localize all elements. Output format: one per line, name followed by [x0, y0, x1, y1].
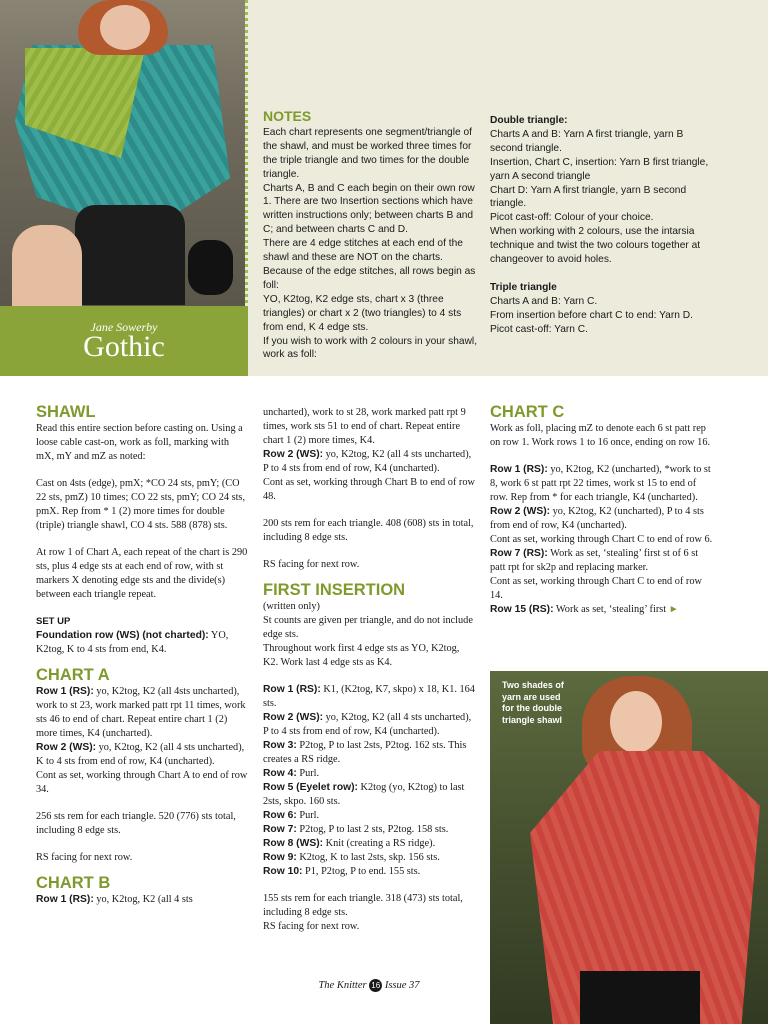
- skirt-shape: [75, 205, 185, 305]
- notes-line: Chart D: Yarn A first triangle, yarn B second triangle.: [490, 184, 687, 210]
- shawl-intro: Read this entire section before casting on. Using a loose cable cast-on, work as foll, marking with mX, mY and mZ as noted:: [36, 423, 243, 462]
- row-label: Row 7 (RS):: [490, 548, 548, 559]
- double-triangle-heading: Double triangle:: [490, 115, 568, 126]
- face-shape: [610, 691, 662, 753]
- row-label: Row 10:: [263, 866, 303, 877]
- chart-a-heading: CHART A: [36, 666, 110, 684]
- chart-b-heading: CHART B: [36, 874, 111, 892]
- row-label: Row 2 (WS):: [263, 712, 324, 723]
- row-label: Row 7:: [263, 824, 297, 835]
- chart-c-row-15: [490, 603, 715, 617]
- row-label: Row 1 (RS):: [36, 686, 94, 697]
- row-text: yo, K2tog, K2 (uncharted), *work to st 8, work 6 st patt rpt 22 times, work st 15 to end of row. Rep from * for each triangle, K4 (uncharted).: [490, 464, 711, 503]
- photo-caption: Two shades of yarn are used for the double triangle shawl: [502, 680, 564, 725]
- row-text: P2tog, P to last 2sts, P2tog. 162 sts. This creates a RS ridge.: [263, 740, 467, 765]
- insertion-remaining: 155 sts rem for each triangle. 318 (473) sts total, including 8 edge sts.: [263, 893, 463, 918]
- insertion-row: [263, 683, 475, 711]
- chart-b-row-1-cont: uncharted), work to st 28, work marked patt rpt 9 times, work sts 51 to end of chart. Repeat entire chart 1 (2) more times, K4.: [263, 407, 466, 446]
- insertion-row: [263, 851, 475, 865]
- chart-c-heading: CHART C: [490, 403, 565, 421]
- row-text: K2tog, K to last 2sts, skp. 156 sts.: [296, 852, 440, 863]
- column-1: [36, 402, 248, 907]
- row-text: yo, K2tog, K2 (all 4sts uncharted), work to st 23, work marked patt rpt 11 times, work sts 46 to end of chart. Repeat entire chart 1 (2) more times, K4 (uncharted).: [36, 686, 246, 739]
- row-label: Row 1 (RS):: [263, 684, 321, 695]
- row-text: yo, K2tog, K2 (uncharted), P to 4 sts from end of row, K4 (uncharted).: [490, 506, 704, 531]
- skirt-shape: [580, 971, 700, 1024]
- row-text: Knit (creating a RS ridge).: [323, 838, 436, 849]
- notes-line: Picot cast-off: Colour of your choice.: [490, 212, 654, 224]
- row-label: Row 2 (WS):: [263, 449, 324, 460]
- chart-a-row-2: [36, 741, 248, 769]
- row-label: Row 6:: [263, 810, 297, 821]
- colour-notes: [490, 114, 710, 337]
- model-photo-top: [0, 0, 245, 306]
- insertion-row: [263, 837, 475, 851]
- chart-c-continue-1: Cont as set, working through Chart C to end of row 6.: [490, 534, 713, 545]
- first-insertion-heading: FIRST INSERTION: [263, 581, 406, 599]
- column-3: [490, 402, 715, 617]
- row-label: Foundation row (WS) (not charted):: [36, 630, 209, 641]
- notes-heading: NOTES: [263, 108, 312, 124]
- notes-line: From insertion before chart C to end: Yarn D.: [490, 309, 693, 321]
- row-label: Row 1 (RS):: [36, 894, 94, 905]
- chart-b-rs: RS facing for next row.: [263, 559, 360, 570]
- column-2: [263, 406, 475, 934]
- triple-triangle-heading: Triple triangle: [490, 281, 557, 293]
- chart-a-continue: Cont as set, working through Chart A to end of row 34.: [36, 770, 248, 795]
- chart-c-continue-2: Cont as set, working through Chart C to end of row 14.: [490, 576, 702, 601]
- chart-a-rs: RS facing for next row.: [36, 852, 133, 863]
- row-label: Row 2 (WS):: [36, 742, 97, 753]
- row-text: yo, K2tog, K2 (all 4 sts uncharted), P to 4 sts from end of row, K4 (uncharted).: [263, 449, 472, 474]
- row-text: K1, (K2tog, K7, skpo) x 18, K1. 164 sts.: [263, 684, 475, 709]
- row-text: yo, K2tog, K2 (all 4 sts uncharted), P to 4 sts from end of row, K4 (uncharted).: [263, 712, 472, 737]
- chart-b-row-1: [36, 893, 248, 907]
- notes-line: Charts A and B: Yarn A first triangle, yarn B second triangle.: [490, 128, 684, 154]
- insertion-row: [263, 781, 475, 809]
- setup-heading: SET UP: [36, 616, 71, 627]
- insertion-row: [263, 739, 475, 767]
- row-label: Row 1 (RS):: [490, 464, 548, 475]
- notes-line: When working with 2 colours, use the intarsia technique and twist the two colours together at changeover to avoid holes.: [490, 226, 701, 266]
- chart-b-row-2: [263, 448, 475, 476]
- chart-b-continue: Cont as set, working through Chart B to end of row 48.: [263, 477, 475, 502]
- notes-paragraph: Charts A, B and C each begin on their own row 1. There are two Insertion sections which have written instructions only; between charts B and C; and between charts C and D.: [263, 182, 475, 236]
- row-label: Row 15 (RS):: [490, 604, 554, 615]
- chart-c-row-1: [490, 463, 715, 505]
- continue-arrow-icon: ►: [668, 604, 679, 615]
- insertion-note: St counts are given per triangle, and do not include edge sts.: [263, 615, 473, 640]
- cat-shape: [188, 240, 233, 295]
- notes-line: Insertion, Chart C, insertion: Yarn B first triangle, yarn A second triangle: [490, 156, 709, 182]
- footer: [263, 979, 475, 992]
- row-text: Purl.: [296, 810, 320, 821]
- chart-c-intro: Work as foll, placing mZ to denote each 6 st patt rep on row 1. Work rows 1 to 16 once, ending on row 16.: [490, 423, 711, 448]
- insertion-rs: RS facing for next row.: [263, 921, 360, 932]
- insertion-row: [263, 767, 475, 781]
- insertion-row: [263, 865, 475, 879]
- issue-number: Issue 37: [384, 979, 420, 991]
- row-text: yo, K2tog, K2 (all 4 sts: [93, 894, 193, 905]
- cast-on-instructions: Cast on 4sts (edge), pmX; *CO 24 sts, pmY; (CO 22 sts, pmZ) 10 times; CO 22 sts, pmY; CO 24 sts, pmX. Rep from * 1 (2) more times for double (triple) triangle shawl, CO 4 sts. 588 (878) sts.: [36, 478, 246, 531]
- face-shape: [100, 5, 150, 50]
- row-label: Row 5 (Eyelet row):: [263, 782, 358, 793]
- row-text: Work as set, ‘stealing’ first st of 6 st patt rpt for sk2p and replacing marker.: [490, 548, 699, 573]
- chart-a-row-1: [36, 685, 248, 741]
- row-text: K2tog (yo, K2tog) to last 2sts, skpo. 160 sts.: [263, 782, 465, 807]
- title-block: [0, 306, 248, 376]
- row-label: Row 8 (WS):: [263, 838, 324, 849]
- magazine-name: The Knitter: [318, 979, 367, 991]
- notes-paragraph: If you wish to work with 2 colours in your shawl, work as foll:: [263, 335, 478, 361]
- row-text: YO, K2tog, K to 4 sts from end, K4.: [36, 630, 229, 655]
- row-text: Work as set, ‘stealing’ first: [553, 604, 669, 615]
- chart-c-row-2: [490, 505, 715, 533]
- chart-a-note: At row 1 of Chart A, each repeat of the chart is 290 sts, plus 4 edge sts at each end of row, with st markers X denoting edge sts and the divide(s) between each triangle repeat.: [36, 547, 248, 600]
- row-label: Row 9:: [263, 852, 297, 863]
- row-text: P2tog, P to last 2 sts, P2tog. 158 sts.: [296, 824, 449, 835]
- insertion-row: [263, 711, 475, 739]
- chart-b-remaining: 200 sts rem for each triangle. 408 (608) sts in total, including 8 edge sts.: [263, 518, 474, 543]
- notes-paragraph: Each chart represents one segment/triangle of the shawl, and must be worked three times for the triple triangle and two times for the double triangle.: [263, 126, 472, 180]
- notes-section: [263, 110, 478, 362]
- notes-line: Charts A and B: Yarn C.: [490, 295, 598, 307]
- notes-paragraph: There are 4 edge stitches at each end of the shawl and these are NOT on the charts. Because of the edge stitches, all rows begin as foll:: [263, 238, 476, 291]
- shawl-heading: SHAWL: [36, 403, 96, 421]
- leg-shape: [12, 225, 82, 306]
- insertion-row: [263, 809, 475, 823]
- insertion-note: Throughout work first 4 edge sts as YO, K2tog, K2. Work last 4 edge sts as K4.: [263, 643, 460, 668]
- insertion-row: [263, 823, 475, 837]
- chart-a-remaining: 256 sts rem for each triangle. 520 (776) sts total, including 8 edge sts.: [36, 811, 236, 836]
- insertion-subtitle: (written only): [263, 601, 320, 612]
- row-label: Row 2 (WS):: [490, 506, 551, 517]
- foundation-row: [36, 629, 248, 657]
- row-label: Row 3:: [263, 740, 297, 751]
- row-text: P1, P2tog, P to end. 155 sts.: [302, 866, 421, 877]
- pattern-title: Gothic: [83, 330, 165, 363]
- row-label: Row 4:: [263, 768, 297, 779]
- page-number: 16: [369, 979, 382, 992]
- notes-line: Picot cast-off: Yarn C.: [490, 323, 588, 335]
- notes-paragraph: YO, K2tog, K2 edge sts, chart x 3 (three triangles) or chart x 2 (two triangles) to 4 sts from end, K 4 edge sts.: [263, 293, 462, 333]
- row-text: Purl.: [296, 768, 320, 779]
- row-text: yo, K2tog, K2 (all 4 sts uncharted), K to 4 sts from end of row, K4 (uncharted).: [36, 742, 245, 767]
- author-name: Jane Sowerby: [90, 320, 158, 334]
- chart-c-row-7: [490, 547, 715, 575]
